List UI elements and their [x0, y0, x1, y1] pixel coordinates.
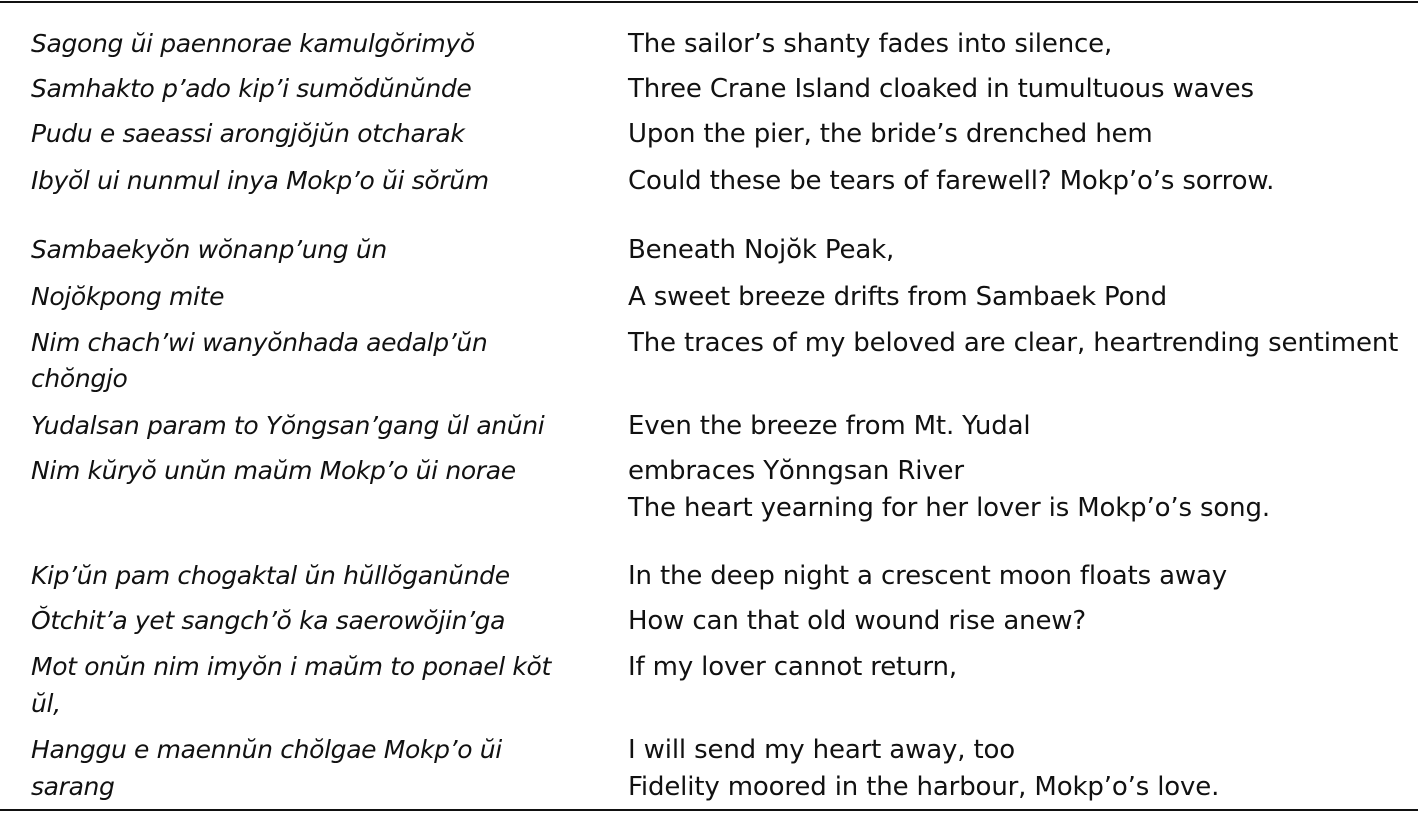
romanized-line: Ŏtchit’a yet sangch’ŏ ka saerowŏjin’ga [31, 606, 506, 635]
top-rule [0, 1, 1418, 3]
translation-line: The traces of my beloved are clear, heartrending sentiment [628, 328, 1399, 358]
translation-line: The heart yearning for her lover is Mokp’o’s song. [628, 493, 1270, 523]
romanized-line: Ibyŏl ui nunmul inya Mokp’o ŭi sŏrŭm [31, 166, 489, 195]
romanized-line: Nim kŭryŏ unŭn maŭm Mokp’o ŭi norae [31, 456, 516, 485]
romanized-line: ŭl, [31, 689, 61, 718]
translation-line: The sailor’s shanty fades into silence, [628, 29, 1113, 59]
translation-line: In the deep night a crescent moon floats away [628, 561, 1228, 591]
romanized-line: Sagong ŭi paennorae kamulgŏrimyŏ [31, 29, 475, 58]
romanized-line: Nojŏkpong mite [31, 282, 225, 311]
romanized-line: Mot onŭn nim imyŏn i maŭm to ponael kŏt [31, 652, 551, 681]
translation-line: Fidelity moored in the harbour, Mokp’o’s love. [628, 772, 1220, 802]
translation-line: If my lover cannot return, [628, 652, 957, 682]
romanized-line: Samhakto p’ado kip’i sumŏdŭnŭnde [31, 74, 472, 103]
romanized-line: sarang [31, 772, 115, 801]
romanized-line: Hanggu e maennŭn chŏlgae Mokp’o ŭi [31, 735, 502, 764]
translation-line: I will send my heart away, too [628, 735, 1016, 765]
translation-line: Even the breeze from Mt. Yudal [628, 411, 1031, 441]
translation-line: Upon the pier, the bride’s drenched hem [628, 119, 1153, 149]
translation-line: Three Crane Island cloaked in tumultuous waves [628, 74, 1254, 104]
translation-line: Beneath Nojŏk Peak, [628, 235, 895, 265]
romanized-line: Pudu e saeassi arongjŏjŭn otcharak [31, 119, 465, 148]
bottom-rule [0, 809, 1418, 811]
translation-line: A sweet breeze drifts from Sambaek Pond [628, 282, 1168, 312]
translation-line: Could these be tears of farewell? Mokp’o’s sorrow. [628, 166, 1275, 196]
translation-line: How can that old wound rise anew? [628, 606, 1087, 636]
romanized-line: Kip’ŭn pam chogaktal ŭn hŭllŏganŭnde [31, 561, 510, 590]
translation-line: embraces Yŏnngsan River [628, 456, 964, 486]
romanized-line: chŏngjo [31, 364, 128, 393]
romanized-line: Nim chach’wi wanyŏnhada aedalp’ŭn [31, 328, 488, 357]
romanized-line: Yudalsan param to Yŏngsan’gang ŭl anŭni [31, 411, 545, 440]
romanized-line: Sambaekyŏn wŏnanp’ung ŭn [31, 235, 387, 264]
